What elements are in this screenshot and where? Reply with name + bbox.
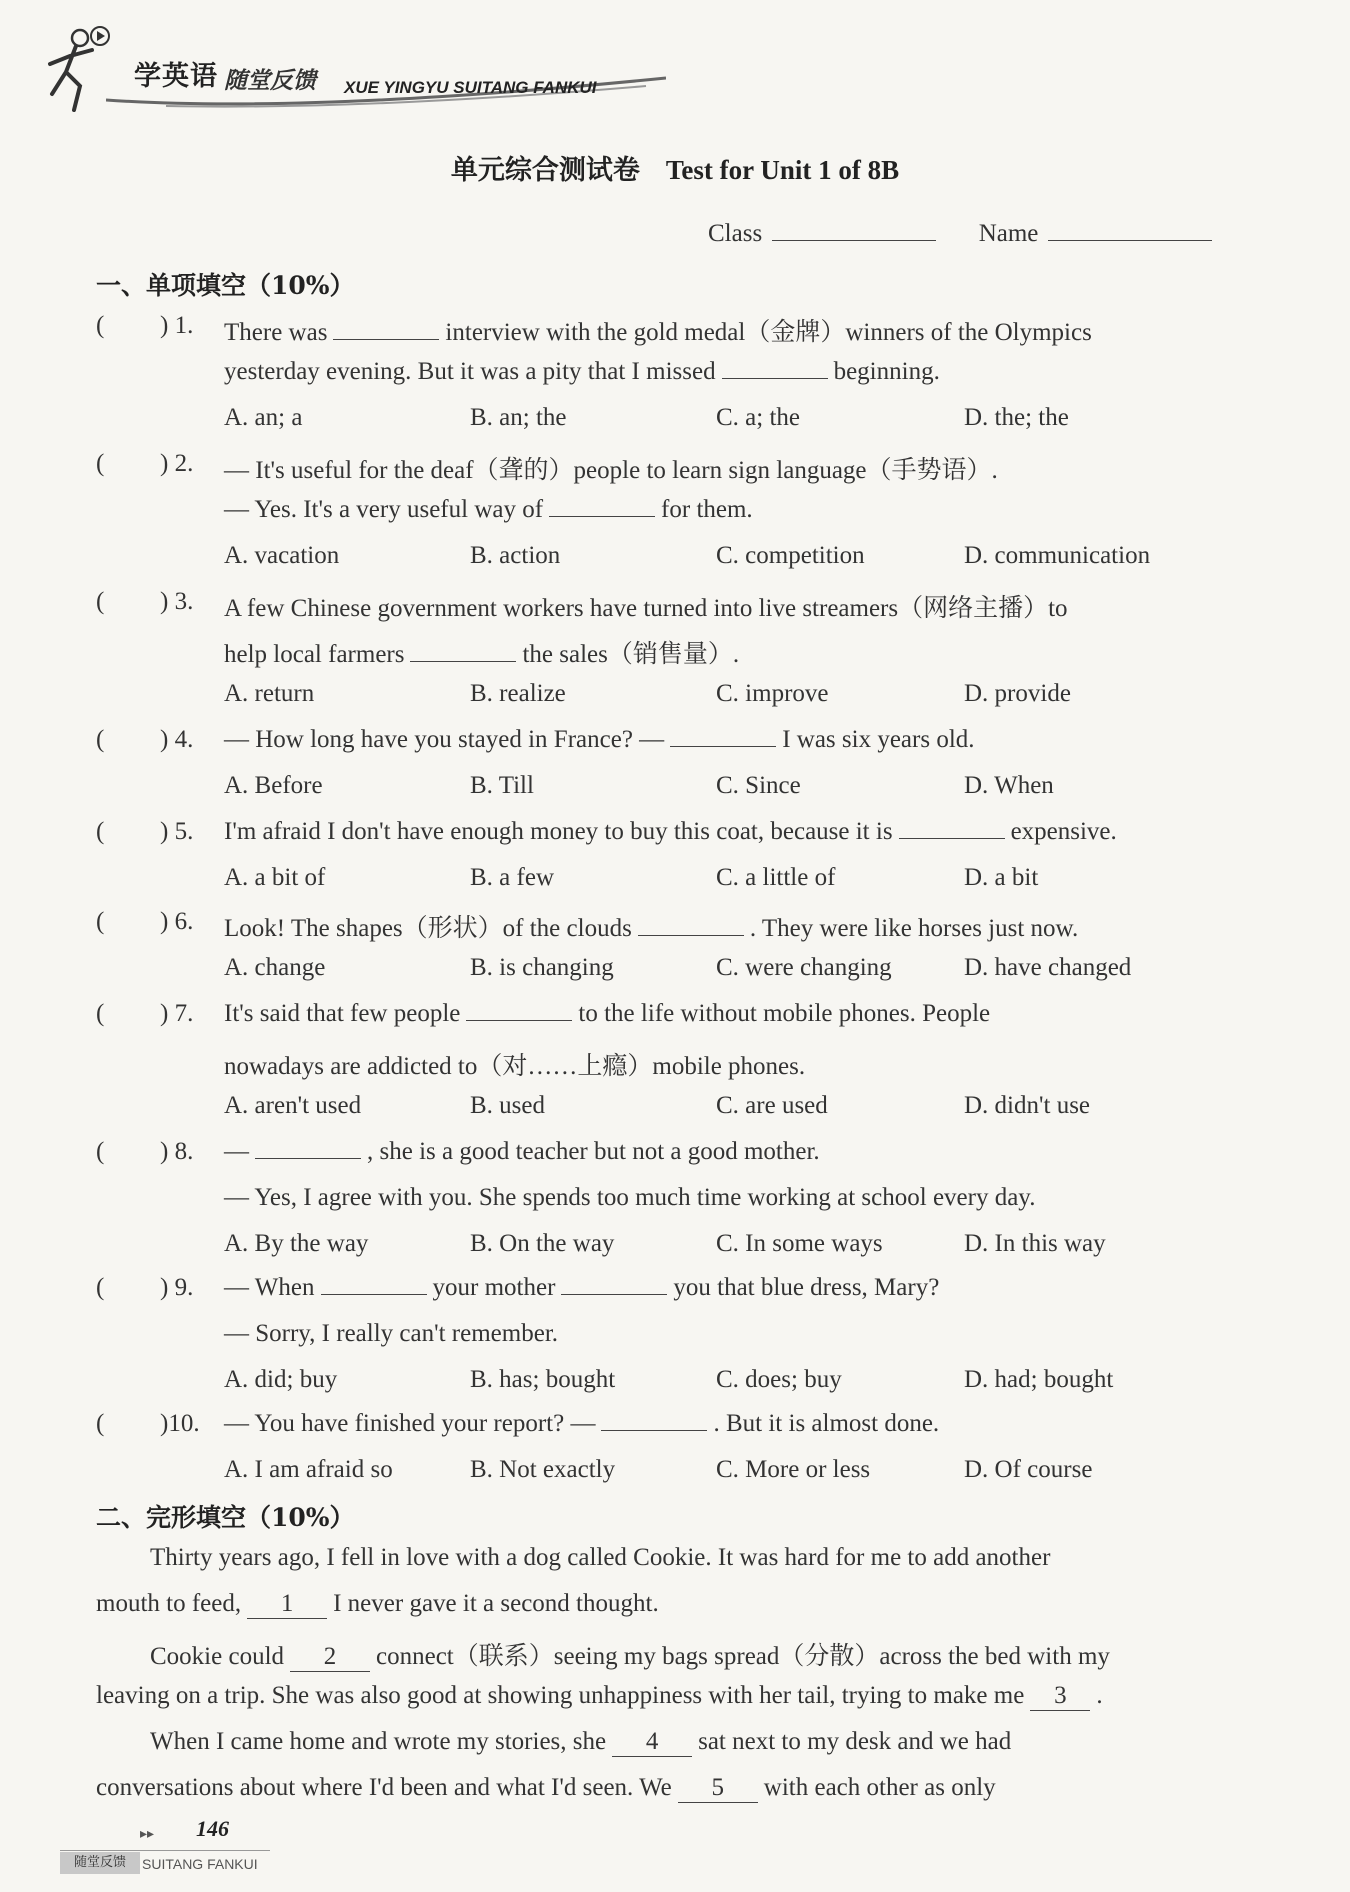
q8-opt-a: A. By the way <box>224 1230 369 1257</box>
q1-opt-c: C. a; the <box>716 404 801 431</box>
q10-opt-d: D. Of course <box>964 1456 1093 1483</box>
q3-line1: A few Chinese government workers have turned into live streamers（网络主播）to <box>224 595 1068 622</box>
brand-title: 学英语 <box>134 61 218 92</box>
blank[interactable] <box>899 818 1005 839</box>
blank[interactable] <box>466 1000 572 1021</box>
q8-number: ) 8. <box>160 1138 194 1165</box>
answer-paren[interactable]: ( <box>96 1000 105 1027</box>
q1-opt-b: B. an; the <box>470 404 567 431</box>
title-cn: 单元综合测试卷 <box>450 155 640 186</box>
blank[interactable] <box>410 641 516 662</box>
footer-rule <box>60 1850 270 1851</box>
q8-opt-c: C. In some ways <box>716 1230 883 1257</box>
blank[interactable] <box>333 319 439 340</box>
cloze-p3-line1: When I came home and wrote my stories, she 4 sat next to my desk and we had <box>150 1728 1012 1755</box>
q2-opt-a: A. vacation <box>224 542 340 569</box>
q3-opt-a: A. return <box>224 680 315 707</box>
q5-opt-d: D. a bit <box>964 864 1039 891</box>
q10-opt-b: B. Not exactly <box>470 1456 616 1483</box>
page-title <box>0 148 1350 187</box>
q9-line1: — When your mother you that blue dress, Mary? <box>224 1274 940 1301</box>
q4-opt-c: C. Since <box>716 772 801 799</box>
class-field[interactable] <box>772 218 936 241</box>
q4-opt-a: A. Before <box>224 772 323 799</box>
page-number: 146 <box>196 1816 229 1841</box>
q7-line2: nowadays are addicted to（对……上瘾）mobile phones. <box>224 1053 806 1080</box>
q1-number: ) 1. <box>160 312 194 339</box>
q10-opt-c: C. More or less <box>716 1456 871 1483</box>
q5-line1: I'm afraid I don't have enough money to buy this coat, because it is expensive. <box>224 818 1117 845</box>
name-label: Name <box>978 220 1039 247</box>
q1-opt-d: D. the; the <box>964 404 1069 431</box>
q1-opt-a: A. an; a <box>224 404 303 431</box>
blank[interactable] <box>321 1274 427 1295</box>
cloze-blank-2[interactable]: 2 <box>290 1643 370 1672</box>
q2-line2: — Yes. It's a very useful way of for them. <box>224 496 753 523</box>
q8-opt-d: D. In this way <box>964 1230 1106 1257</box>
cloze-blank-4[interactable]: 4 <box>612 1728 692 1757</box>
q5-opt-a: A. a bit of <box>224 864 326 891</box>
q7-line1: It's said that few people to the life without mobile phones. People <box>224 1000 991 1027</box>
q1-line1: There was interview with the gold medal（金牌）winners of the Olympics <box>224 319 1092 346</box>
q3-line2: help local farmers the sales（销售量）. <box>224 641 740 668</box>
q6-opt-a: A. change <box>224 954 326 981</box>
q6-opt-d: D. have changed <box>964 954 1132 981</box>
answer-paren[interactable]: ( <box>96 908 105 935</box>
q9-opt-a: A. did; buy <box>224 1366 338 1393</box>
name-field[interactable] <box>1048 218 1212 241</box>
cloze-blank-5[interactable]: 5 <box>678 1774 758 1803</box>
q9-opt-c: C. does; buy <box>716 1366 842 1393</box>
q9-line2: — Sorry, I really can't remember. <box>224 1320 559 1347</box>
header-logo-band <box>36 18 636 118</box>
double-arrow-icon: ▸▸ <box>140 1826 155 1842</box>
section1-heading: 一、单项填空（10%） <box>96 271 355 300</box>
q9-opt-d: D. had; bought <box>964 1366 1114 1393</box>
title-en: Test for Unit 1 of 8B <box>665 155 900 185</box>
q2-opt-b: B. action <box>470 542 561 569</box>
blank[interactable] <box>549 496 655 517</box>
cloze-p1-line1: Thirty years ago, I fell in love with a dog called Cookie. It was hard for me to add another <box>150 1544 1051 1571</box>
q6-line1: Look! The shapes（形状）of the clouds . They were like horses just now. <box>224 915 1079 942</box>
q7-opt-c: C. are used <box>716 1092 828 1119</box>
q10-number: )10. <box>160 1410 200 1437</box>
answer-paren[interactable]: ( <box>96 588 105 615</box>
cloze-p1-line2: mouth to feed, 1 I never gave it a second thought. <box>96 1590 659 1617</box>
cloze-blank-1[interactable]: 1 <box>247 1590 327 1619</box>
blank[interactable] <box>561 1274 667 1295</box>
class-label: Class <box>708 220 763 247</box>
brand-subtitle: 随堂反馈 <box>224 68 316 94</box>
section2-heading: 二、完形填空（10%） <box>96 1503 355 1532</box>
q7-opt-d: D. didn't use <box>964 1092 1091 1119</box>
q2-opt-c: C. competition <box>716 542 865 569</box>
brand-english: XUE YINGYU SUITANG FANKUI <box>344 78 597 97</box>
answer-paren[interactable]: ( <box>96 312 105 339</box>
answer-paren[interactable]: ( <box>96 450 105 477</box>
answer-paren[interactable]: ( <box>96 1274 105 1301</box>
q7-number: ) 7. <box>160 1000 194 1027</box>
q3-opt-d: D. provide <box>964 680 1071 707</box>
answer-paren[interactable]: ( <box>96 818 105 845</box>
q1-line2: yesterday evening. But it was a pity that I missed beginning. <box>224 358 940 385</box>
q6-opt-c: C. were changing <box>716 954 892 981</box>
cloze-p2-line2: leaving on a trip. She was also good at showing unhappiness with her tail, trying to make me 3 . <box>96 1682 1103 1709</box>
q7-opt-b: B. used <box>470 1092 545 1119</box>
cloze-p3-line2: conversations about where I'd been and what I'd seen. We 5 with each other as only <box>96 1774 996 1801</box>
q2-line1: — It's useful for the deaf（聋的）people to learn sign language（手势语）. <box>224 457 998 484</box>
q3-number: ) 3. <box>160 588 194 615</box>
q3-opt-b: B. realize <box>470 680 566 707</box>
q5-opt-b: B. a few <box>470 864 554 891</box>
answer-paren[interactable]: ( <box>96 1410 105 1437</box>
q4-line1: — How long have you stayed in France? — I was six years old. <box>224 726 975 753</box>
cloze-blank-3[interactable]: 3 <box>1030 1682 1090 1711</box>
q8-opt-b: B. On the way <box>470 1230 615 1257</box>
q5-number: ) 5. <box>160 818 194 845</box>
q4-opt-d: D. When <box>964 772 1054 799</box>
q6-opt-b: B. is changing <box>470 954 614 981</box>
q10-opt-a: A. I am afraid so <box>224 1456 393 1483</box>
answer-paren[interactable]: ( <box>96 726 105 753</box>
blank[interactable] <box>670 726 776 747</box>
q8-line1: — , she is a good teacher but not a good mother. <box>224 1138 820 1165</box>
q9-opt-b: B. has; bought <box>470 1366 616 1393</box>
q5-opt-c: C. a little of <box>716 864 836 891</box>
q2-opt-d: D. communication <box>964 542 1151 569</box>
answer-paren[interactable]: ( <box>96 1138 105 1165</box>
q10-line1: — You have finished your report? — . But it is almost done. <box>224 1410 940 1437</box>
blank[interactable] <box>601 1410 707 1431</box>
cloze-p2-line1: Cookie could 2 connect（联系）seeing my bags spread（分散）across the bed with my <box>150 1643 1110 1670</box>
blank[interactable] <box>638 915 744 936</box>
runner-logo-icon <box>36 24 114 114</box>
q3-opt-c: C. improve <box>716 680 829 707</box>
footer-english: SUITANG FANKUI <box>142 1856 258 1872</box>
q4-opt-b: B. Till <box>470 772 534 799</box>
q7-opt-a: A. aren't used <box>224 1092 362 1119</box>
class-name-fields <box>708 218 1212 248</box>
q8-line2: — Yes, I agree with you. She spends too much time working at school every day. <box>224 1184 1036 1211</box>
q9-number: ) 9. <box>160 1274 194 1301</box>
q4-number: ) 4. <box>160 726 194 753</box>
blank[interactable] <box>722 358 828 379</box>
footer-label: 随堂反馈 <box>60 1852 140 1874</box>
blank[interactable] <box>255 1138 361 1159</box>
q2-number: ) 2. <box>160 450 194 477</box>
q6-number: ) 6. <box>160 908 194 935</box>
